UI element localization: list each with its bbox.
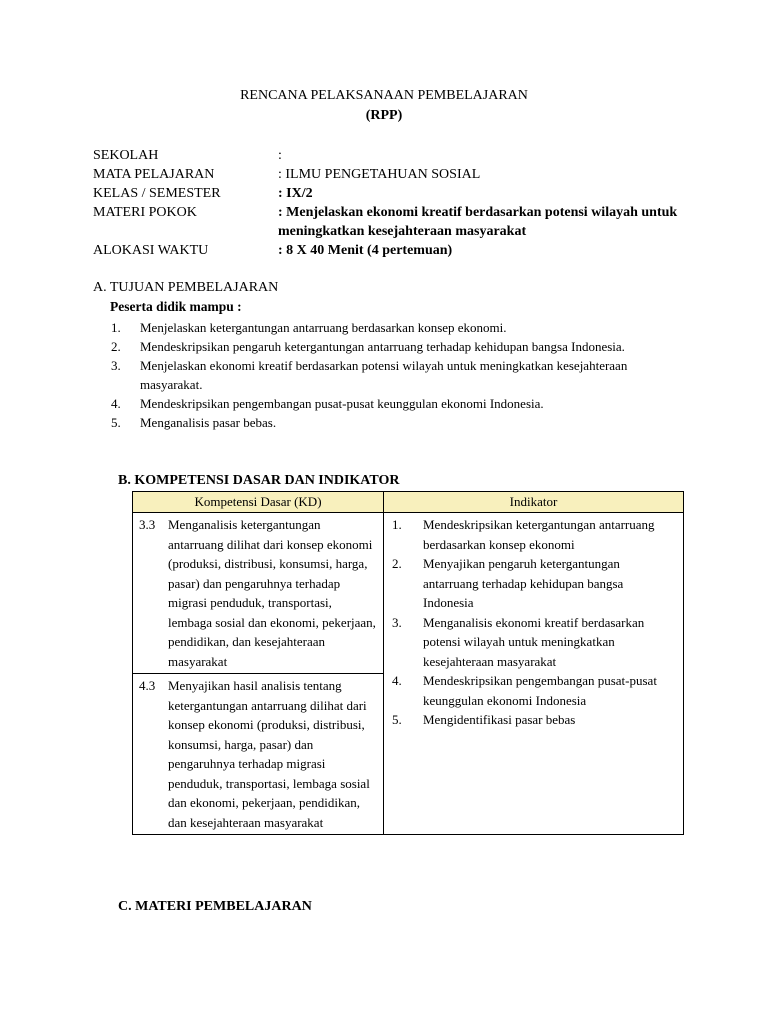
kd-entry <box>139 515 377 671</box>
info-label: KELAS / SEMESTER <box>93 186 221 201</box>
info-label: MATA PELAJARAN <box>93 167 215 182</box>
list-text: Mendeskripsikan pengembangan pusat-pusat keunggulan ekonomi Indonesia. <box>140 396 544 411</box>
indicator-text: Menyajikan pengaruh ketergantungan antarruang terhadap kehidupan bangsa Indonesia <box>423 556 624 610</box>
info-value: : ILMU PENGETAHUAN SOSIAL <box>278 167 481 182</box>
indicator-text: Mendeskripsikan pengembangan pusat-pusat keunggulan ekonomi Indonesia <box>423 673 657 708</box>
kd-code: 3.3 <box>139 517 156 532</box>
list-number: 3. <box>111 358 121 373</box>
info-label: MATERI POKOK <box>93 205 197 220</box>
list-item <box>111 356 671 394</box>
kd-entry <box>139 676 377 832</box>
competency-table <box>132 491 684 835</box>
indicator-number: 1. <box>392 517 402 532</box>
info-label: ALOKASI WAKTU <box>93 243 209 258</box>
list-item <box>111 413 671 432</box>
indicator-text: Mendeskripsikan ketergantungan antarruang berdasarkan konsep ekonomi <box>423 517 655 552</box>
indicator-item <box>392 671 677 710</box>
list-text: Menjelaskan ketergantungan antarruang berdasarkan konsep ekonomi. <box>140 320 507 335</box>
info-row-sekolah <box>93 146 713 165</box>
table-header-row <box>133 492 684 513</box>
kd-text: Menyajikan hasil analisis tentang ketergantungan antarruang dilihat dari konsep ekonomi (produksi, distribusi, konsumsi, harga, pasar) dan pengaruhnya terhadap migrasi penduduk, transportasi, lembaga sosial dan ekonomi, pekerjaan, pendidikan, dan kesejahteraan masyarakat <box>168 678 370 830</box>
indicator-text: Menganalisis ekonomi kreatif berdasarkan potensi wilayah untuk meningkatkan kesejahteraan masyarakat <box>423 614 645 669</box>
indicator-item <box>392 515 677 554</box>
info-row-materi-pokok <box>93 203 713 241</box>
info-row-kelas-semester <box>93 184 713 203</box>
list-number: 5. <box>111 415 121 430</box>
list-text: Mendeskripsikan pengaruh ketergantungan antarruang terhadap kehidupan bangsa Indonesia. <box>140 339 625 354</box>
info-row-alokasi-waktu <box>93 241 713 260</box>
list-item <box>111 394 671 413</box>
identity-block <box>93 146 713 260</box>
indicator-item <box>392 710 677 730</box>
kd-code: 4.3 <box>139 678 156 693</box>
indicator-item <box>392 613 677 672</box>
section-a-intro: Peserta didik mampu : <box>110 299 242 314</box>
list-number: 2. <box>111 339 121 354</box>
document-title: RENCANA PELAKSANAAN PEMBELAJARAN <box>240 88 528 103</box>
table-row <box>133 513 684 674</box>
indicator-item <box>392 554 677 613</box>
info-value: : IX/2 <box>278 186 313 201</box>
info-row-mata-pelajaran <box>93 165 713 184</box>
indicator-text: Mengidentifikasi pasar bebas <box>423 712 576 727</box>
info-value: : <box>278 148 282 163</box>
section-a-heading: A. TUJUAN PEMBELAJARAN <box>93 280 279 295</box>
section-b-heading: B. KOMPETENSI DASAR DAN INDIKATOR <box>118 473 400 488</box>
list-item <box>111 318 671 337</box>
column-header-indikator: Indikator <box>384 492 684 513</box>
list-number: 4. <box>111 396 121 411</box>
info-value: : Menjelaskan ekonomi kreatif berdasarkan potensi wilayah untuk meningkatkan kesejahteraan masyarakat <box>278 205 678 239</box>
indicator-cell <box>384 513 684 835</box>
list-text: Menjelaskan ekonomi kreatif berdasarkan potensi wilayah untuk meningkatkan kesejahteraan masyarakat. <box>140 358 628 392</box>
info-value: : 8 X 40 Menit (4 pertemuan) <box>278 243 453 258</box>
kd-cell <box>133 674 384 835</box>
column-header-kd: Kompetensi Dasar (KD) <box>133 492 384 513</box>
list-item <box>111 337 671 356</box>
list-text: Menganalisis pasar bebas. <box>140 415 277 430</box>
indicator-number: 3. <box>392 614 402 630</box>
document-subtitle: (RPP) <box>365 108 403 123</box>
list-number: 1. <box>111 320 121 335</box>
section-c-heading: C. MATERI PEMBELAJARAN <box>118 899 312 914</box>
objectives-list <box>111 318 671 432</box>
kd-cell <box>133 513 384 674</box>
kd-text: Menganalisis ketergantungan antarruang dilihat dari konsep ekonomi (produksi, distribusi, konsumsi, harga, pasar) dan pengaruhnya terhadap migrasi penduduk, transportasi, lembaga sosial dan ekonomi, pekerjaan, pendidikan, dan kesejahteraan masyarakat <box>168 517 376 669</box>
indicator-number: 4. <box>392 673 402 688</box>
indicator-number: 5. <box>392 712 402 727</box>
info-label: SEKOLAH <box>93 148 159 163</box>
indicator-number: 2. <box>392 556 402 571</box>
